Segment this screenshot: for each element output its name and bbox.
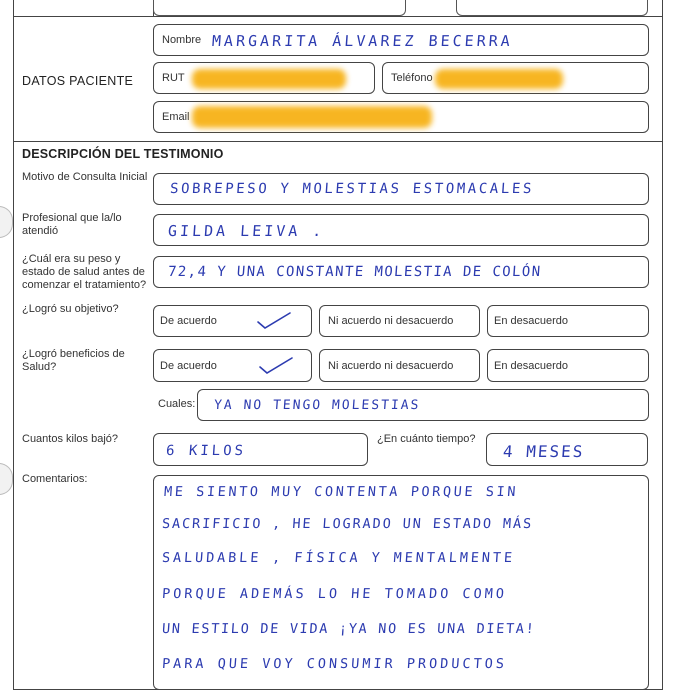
profesional-field[interactable] xyxy=(153,214,649,246)
profesional-label-line: Profesional que la/lo xyxy=(22,212,122,224)
beneficios-label xyxy=(22,348,125,374)
option-label: En desacuerdo xyxy=(494,360,568,372)
objetivo-option-disagree[interactable] xyxy=(487,305,649,337)
tiempo-field[interactable] xyxy=(486,433,648,466)
peso-field[interactable] xyxy=(153,256,649,288)
comentario-line: SACRIFICIO , HE LOGRADO UN ESTADO MÁS xyxy=(161,516,534,532)
section-divider xyxy=(13,141,663,142)
peso-label-line: ¿Cuál era su peso y xyxy=(22,253,121,265)
rut-field[interactable] xyxy=(153,62,375,94)
telefono-redaction xyxy=(435,69,563,89)
tiempo-value: 4 MESES xyxy=(502,442,586,461)
comentario-line: ME SIENTO MUY CONTENTA PORQUE SIN xyxy=(163,484,519,500)
section-divider xyxy=(13,16,663,17)
nombre-label: Nombre xyxy=(162,34,202,46)
motivo-field[interactable] xyxy=(153,173,649,205)
peso-value: 72,4 Y UNA CONSTANTE MOLESTIA DE COLÓN xyxy=(167,264,543,280)
checkmark-icon xyxy=(256,310,292,330)
telefono-label: Teléfono xyxy=(391,72,433,84)
telefono-field[interactable] xyxy=(382,62,649,94)
email-label: Email xyxy=(162,111,190,123)
cuales-field[interactable] xyxy=(197,389,649,421)
comentario-line: PARA QUE VOY CONSUMIR PRODUCTOS xyxy=(161,656,508,672)
binder-hole xyxy=(0,206,13,238)
cuales-label: Cuales: xyxy=(158,398,196,410)
profesional-label xyxy=(22,212,122,238)
checkmark-icon xyxy=(258,355,294,375)
nombre-field[interactable] xyxy=(153,24,649,56)
cuales-value: YA NO TENGO MOLESTIAS xyxy=(213,398,421,413)
peso-label-line: estado de salud antes de xyxy=(22,266,145,278)
rut-redaction xyxy=(192,69,346,89)
kilos-field[interactable] xyxy=(153,433,368,466)
email-redaction xyxy=(192,106,432,128)
comentarios-field[interactable] xyxy=(153,475,649,690)
option-label: En desacuerdo xyxy=(494,315,568,327)
profesional-value: GILDA LEIVA . xyxy=(167,222,326,240)
motivo-label: Motivo de Consulta Inicial xyxy=(22,171,148,183)
patient-section-label: DATOS PACIENTE xyxy=(22,74,134,88)
tiempo-label: ¿En cuánto tiempo? xyxy=(377,433,476,445)
binder-hole xyxy=(0,463,13,495)
beneficios-option-agree[interactable] xyxy=(153,349,312,382)
motivo-value: SOBREPESO Y MOLESTIAS ESTOMACALES xyxy=(169,181,535,197)
comentarios-label: Comentarios: xyxy=(22,473,88,485)
top-cell xyxy=(456,0,648,16)
option-label: Ni acuerdo ni desacuerdo xyxy=(328,315,454,327)
top-cell xyxy=(153,0,406,16)
kilos-value: 6 KILOS xyxy=(165,443,247,459)
comentario-line: SALUDABLE , FÍSICA Y MENTALMENTE xyxy=(161,550,516,566)
comentario-line: UN ESTILO DE VIDA ¡YA NO ES UNA DIETA! xyxy=(161,621,537,637)
rut-label: RUT xyxy=(162,72,185,84)
beneficios-option-disagree[interactable] xyxy=(487,349,649,382)
kilos-label: Cuantos kilos bajó? xyxy=(22,433,119,445)
objetivo-option-agree[interactable] xyxy=(153,305,312,337)
peso-label-line: comenzar el tratamiento? xyxy=(22,279,147,291)
objetivo-label: ¿Logró su objetivo? xyxy=(22,303,119,315)
beneficios-option-neutral[interactable] xyxy=(319,349,480,382)
profesional-label-line: atendió xyxy=(22,225,59,237)
option-label: De acuerdo xyxy=(160,315,217,327)
option-label: Ni acuerdo ni desacuerdo xyxy=(328,360,454,372)
beneficios-label-line: ¿Logró beneficios de xyxy=(22,348,125,360)
beneficios-label-line: Salud? xyxy=(22,361,57,373)
email-field[interactable] xyxy=(153,101,649,133)
comentario-line: PORQUE ADEMÁS LO HE TOMADO COMO xyxy=(161,586,508,602)
testimonio-title: DESCRIPCIÓN DEL TESTIMONIO xyxy=(22,147,224,161)
option-label: De acuerdo xyxy=(160,360,217,372)
nombre-value: MARGARITA ÁLVAREZ BECERRA xyxy=(211,32,514,50)
peso-label xyxy=(22,253,146,292)
objetivo-option-neutral[interactable] xyxy=(319,305,480,337)
